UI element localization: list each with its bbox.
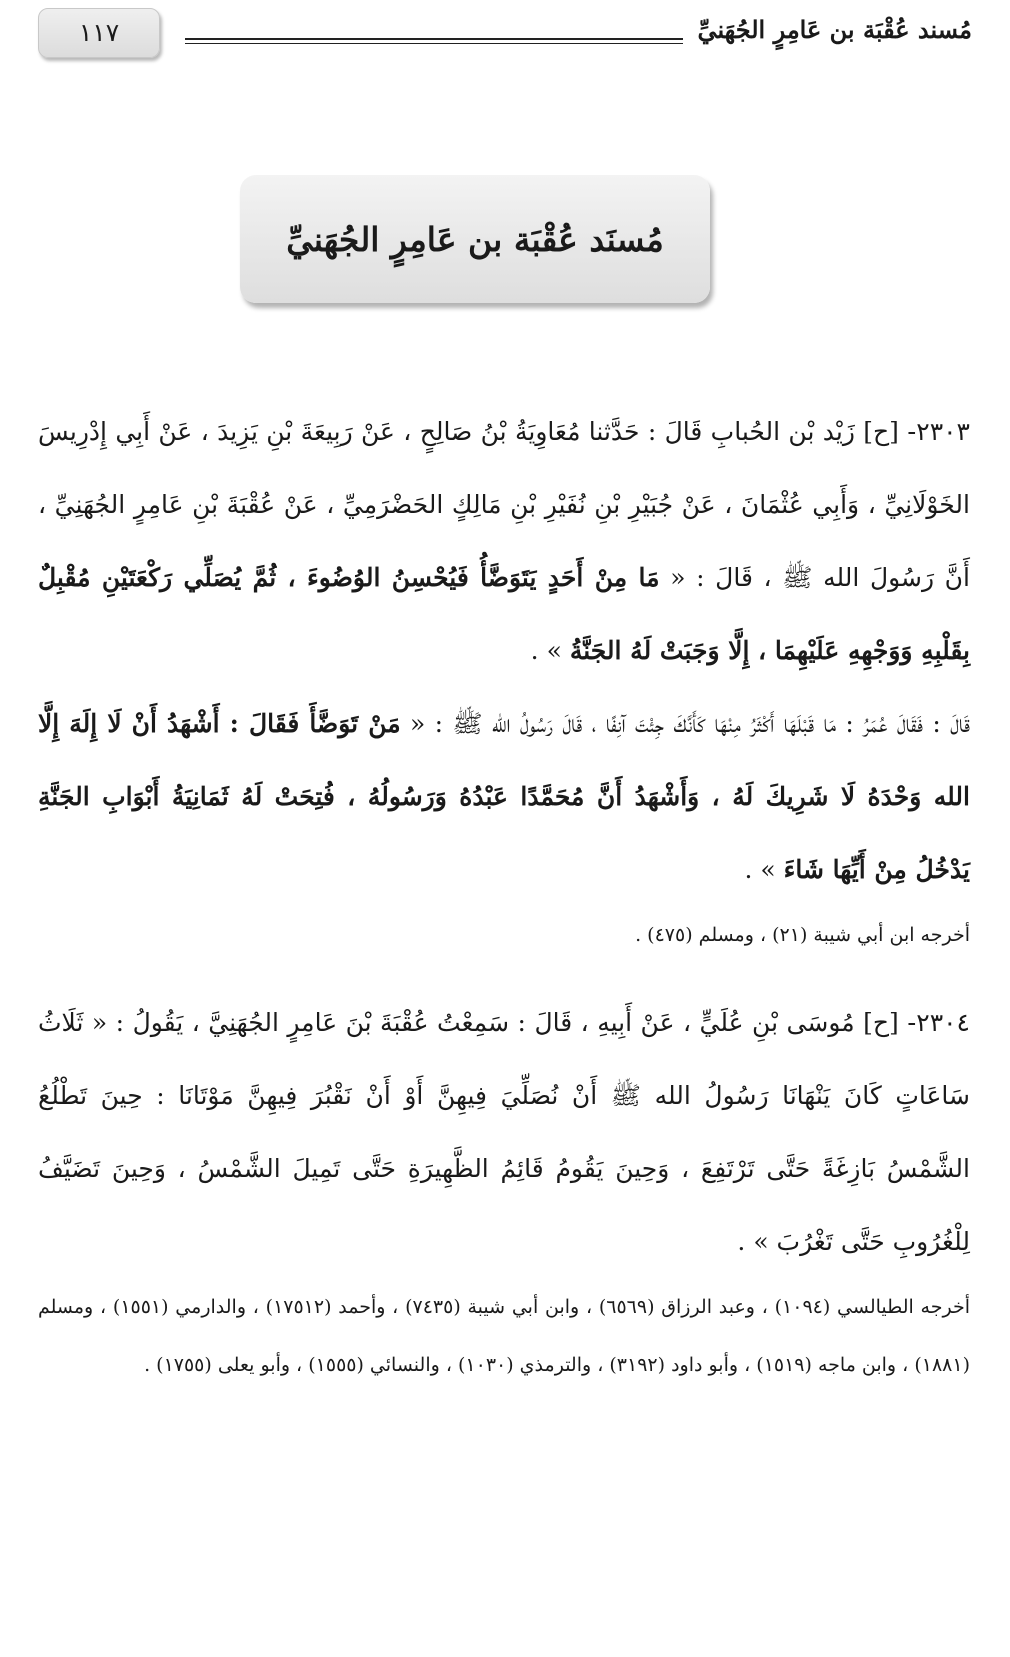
page-number-badge: [38, 8, 160, 58]
hadith-chain: [ح] زَيْد بْن الحُبابِ قَالَ : حَدَّثنا مُعَاوِيَةُ بْنُ صَالِحٍ ، عَنْ رَبِيعَةَ بْنِ يَزِيدَ ، عَنْ أَبِي إِدْرِيسَ الخَوْلَانِيِّ ، وَأَبِي عُثْمَانَ ، عَنْ جُبَيْرِ بْنِ نُفَيْرِ بْنِ مَالِكٍ الحَضْرَمِيِّ ، عَنْ عُقْبَةَ بْنِ عَامِرٍ الجُهَنِيِّ ، أَنَّ رَسُولَ الله ﷺ ، قَالَ : «: [38, 417, 970, 592]
chapter-title: مُسنَد عُقْبَة بن عَامِرٍ الجُهَنيِّ: [286, 219, 664, 259]
running-title: مُسند عُقْبَة بن عَامِرٍ الجُهَنيِّ: [697, 15, 972, 44]
hadith-2304-paragraph: [38, 986, 970, 1278]
body-text: [38, 395, 970, 1402]
hadith-number: ٢٣٠٤-: [907, 1008, 970, 1037]
page-number: ١١٧: [78, 18, 120, 47]
hadith-number: ٢٣٠٣-: [907, 417, 970, 446]
hadith-quote: مَا مِنْ أَحَدٍ يَتَوَضَّأُ فَيُحْسِنُ الوُضُوءَ ، ثُمَّ يُصَلِّي رَكْعَتَيْنِ مُقْبِلٌ بِقَلْبِهِ وَوَجْهِهِ عَلَيْهِمَا ، إِلَّا وَجَبَتْ لَهُ الجَنَّةُ: [38, 563, 970, 665]
header-rule: [185, 38, 683, 44]
hadith-2303-takhrij: أخرجه ابن أبي شيبة (٢١) ، ومسلم (٤٧٥) .: [635, 924, 970, 946]
hadith-quote: مَنْ تَوَضَّأَ فَقَالَ : أَشْهَدُ أَنْ لَا إِلَهَ إِلَّا الله وَحْدَهُ لَا شَرِيكَ لَهُ ، وَأَشْهَدُ أَنَّ مُحَمَّدًا عَبْدُهُ وَرَسُولُهُ ، فُتِحَتْ لَهُ ثَمَانِيَةُ أَبْوَابِ الجَنَّةِ يَدْخُلُ مِنْ أَيِّهَا شَاءَ: [38, 709, 970, 884]
hadith-2304-takhrij: أخرجه الطيالسي (١٠٩٤) ، وعبد الرزاق (٦٥٦٩) ، وابن أبي شيبة (٧٤٣٥) ، وأحمد (١٧٥١٢) ، والدارمي (١٥٥١) ، ومسلم (١٨٨١) ، وابن ماجه (١٥١٩) ، وأبو داود (٣١٩٢) ، والترمذي (١٠٣٠) ، والنسائي (١٥٥٥) ، وأبو يعلى (١٧٥٥) .: [38, 1296, 970, 1376]
hadith-narration: قَالَ : فَقَالَ عُمَرُ : مَا قَبْلَهَا أَكْثَرُ مِنْهَا كَأَنَّكَ جِئْتَ آنِفًا ، قَالَ رَسُولُ الله ﷺ : «: [409, 709, 971, 738]
hadith-2303-paragraph-2: [38, 687, 970, 906]
spacer: [38, 972, 970, 986]
quote-close: » .: [744, 855, 776, 884]
hadith-2303-paragraph-1: [38, 395, 970, 687]
chapter-title-box: [240, 175, 710, 303]
hadith-text: [ح] مُوسَى بْنِ عُلَيٍّ ، عَنْ أَبِيهِ ، قَالَ : سَمِعْتُ عُقْبَةَ بْنَ عَامِرٍ الجُهَنِيَّ ، يَقُولُ : « ثَلَاثُ سَاعَاتٍ كَانَ يَنْهَانَا رَسُولُ الله ﷺ أَنْ نُصَلِّيَ فِيهِنَّ أَوْ أَنْ نَقْبُرَ فِيهِنَّ مَوْتَانَا : حِينَ تَطْلُعُ الشَّمْسُ بَازِغَةً حَتَّى تَرْتَفِعَ ، وَحِينَ يَقُومُ قَائِمُ الظَّهِيرَةِ حَتَّى تَمِيلَ الشَّمْسُ ، وَحِينَ تَضَيَّفُ لِلْغُرُوبِ حَتَّى تَغْرُبَ » .: [38, 1008, 970, 1256]
quote-close: » .: [530, 636, 562, 665]
